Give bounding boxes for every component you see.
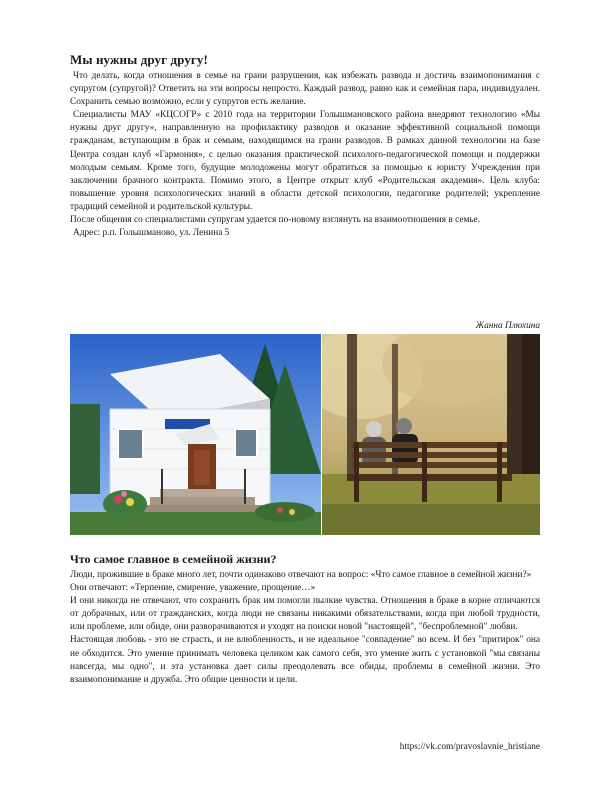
center-building-photo xyxy=(70,334,321,535)
article2-title: Что самое главное в семейной жизни? xyxy=(70,552,277,566)
article2-paragraph-4: Настоящая любовь - это не страсть, и не влюбленность, и не идеальное "совпадение" во всем. И без "притирок" она не обходится. Это умение принимать человека целиком как самого себя, это умение жить с установкой "мы связаны навсегда, мы одно", и эта установка дает силы преодолевать все обиды, проблемы в семейной жизни. Это взаимопонимание и дружба. Это общие ценности и цели. xyxy=(70,635,540,685)
source-link[interactable]: https://vk.com/pravoslavnie_hristiane xyxy=(399,742,540,752)
article1-paragraph-2: Специалисты МАУ «КЦСОГР» с 2010 года на территории Голышмановского района внедряют технологию «Мы нужны друг другу», направленную на профилактику разводов и оказание эффективной социальной помощи гражданам, вступающим в брак и семьям, находящимся на грани разводов. В рамках данной технологии на базе Центра создан клуб «Гармония», с целью оказания практической психолого-педагогической помощи и поддержки молодым семьям. Кроме того, будущие молодожены могут обратиться за помощью к юристу Учреждения при заключении брачного контракта. Помимо этого, в Центре открыт клуб «Родительская академия». Цель клуба: повышение уровня психологических знаний в области детской психологии, педагогике родителей; укрепление традиций семейной и родительской культуры. xyxy=(70,110,540,212)
article1-author: Жанна Плюхина xyxy=(475,321,540,331)
article2-paragraph-3: И они никогда не отвечают, что сохранить брак им помогли пылкие чувства. Отношения в браке в корне отличаются от добрачных, или от гражданских, когда люди не связаны никакими обязательствами, когда при любой трудности, или проблеме, или обиде, они разворачиваются и уходят на поиски новой "настоящей", "беспроблемной" любви. xyxy=(70,596,540,633)
article1-title: Мы нужны друг другу! xyxy=(70,52,208,67)
couple-on-bench-photo xyxy=(322,334,540,535)
article1-paragraph-3: После общения со специалистами супругам удается по-новому взглянуть на взаимоотношения в семье. xyxy=(70,215,481,226)
photo-row xyxy=(70,334,540,535)
article2-paragraph-2: Они отвечают: «Терпение, смирение, уважение, прощение…» xyxy=(70,583,316,594)
article2-paragraph-1: Люди, прожившие в браке много лет, почти одинаково отвечают на вопрос: «Что самое главное в семейной жизни?» xyxy=(70,570,532,580)
article1-address: Адрес: р.п. Голышманово, ул. Ленина 5 xyxy=(73,228,230,239)
article2-body xyxy=(70,569,540,687)
article1-body xyxy=(70,70,540,240)
article1-paragraph-1: Что делать, когда отношения в семье на грани разрушения, как избежать развода и достичь взаимопонимания с супругом (супругой)? Ответить на эти вопросы непросто. Каждый развод, равно как и семейная пара, индивидуален. Сохранить семью возможно, если у супругов есть желание. xyxy=(70,71,540,108)
